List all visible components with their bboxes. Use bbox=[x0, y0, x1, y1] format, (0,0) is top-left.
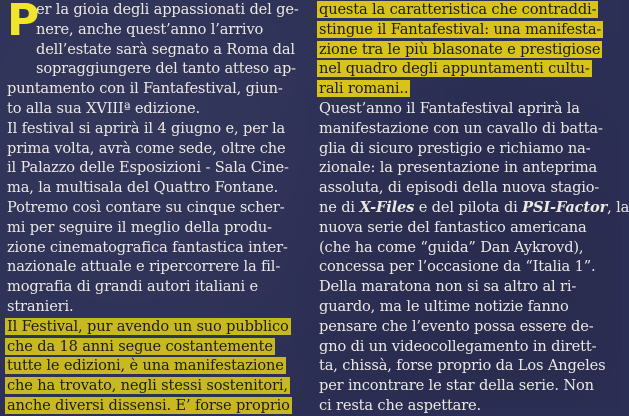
text-line: ci resta che aspettare. bbox=[319, 396, 482, 414]
highlight-text: zione tra le più blasonate e prestigiose bbox=[319, 40, 601, 58]
text-line: guardo, ma le ultime notizie fanno bbox=[319, 297, 569, 315]
highlighted-line bbox=[7, 376, 307, 396]
left-column bbox=[7, 0, 307, 416]
highlighted-line bbox=[319, 20, 619, 40]
highlighted-line bbox=[7, 356, 307, 376]
text-line: per incontrare le star della serie. Non bbox=[319, 377, 594, 395]
text-line: manifestazione con un cavallo di batta- bbox=[319, 119, 603, 137]
text-line: il Palazzo delle Esposizioni - Sala Cine- bbox=[7, 159, 289, 177]
highlight-text: tutte le edizioni, è una manifestazione bbox=[7, 357, 284, 375]
text-line: mografia di grandi autori italiani e bbox=[7, 278, 259, 296]
highlight-text: questa la caratteristica che contraddi- bbox=[319, 1, 597, 18]
highlighted-line bbox=[319, 40, 619, 60]
text-line: zione cinematografica fantastica inter- bbox=[7, 238, 288, 256]
text-line: sopraggiungere del tanto atteso ap- bbox=[36, 60, 296, 78]
text-line: to alla sua XVIIIª edizione. bbox=[7, 99, 200, 117]
show-title-psifactor: PSI-Factor bbox=[522, 198, 608, 216]
highlight-text: che ha trovato, negli stessi sostenitori, bbox=[7, 377, 288, 395]
highlight-text: Il Festival, pur avendo un suo pubblico bbox=[7, 317, 289, 335]
highlighted-line bbox=[319, 79, 619, 99]
text-line: (che ha come “guida” Dan Aykrovd), bbox=[319, 238, 584, 256]
text-line: assoluta, di episodi della nuova stagio- bbox=[319, 179, 600, 197]
highlight-text: che da 18 anni segue costantemente bbox=[7, 337, 273, 355]
highlight-text: anche diversi dissensi. E’ forse proprio bbox=[7, 396, 290, 414]
text-line: zionale: la presentazione in anteprima bbox=[319, 159, 598, 177]
text-line: nuova serie del fantastico americana bbox=[319, 218, 587, 236]
text-line: puntamento con il Fantafestival, giun- bbox=[7, 80, 283, 98]
text-line: Potremo così contare su cinque scher- bbox=[7, 198, 285, 216]
text-line: dell’estate sarà segnato a Roma dal bbox=[36, 40, 295, 58]
text-line: nazionale attuale e ripercorrere la fil- bbox=[7, 258, 281, 276]
text-fragment: , la bbox=[607, 198, 629, 216]
highlighted-line bbox=[319, 0, 619, 20]
highlight-text: rali romani.. bbox=[319, 80, 409, 98]
text-line: prima volta, avrà come sede, oltre che bbox=[7, 139, 286, 157]
text-line: Della maratona non si sa altro al ri- bbox=[319, 278, 577, 296]
text-line: glia di sicuro prestigio e richiamo na- bbox=[319, 139, 591, 157]
text-line: Il festival si aprirà il 4 giugno e, per la bbox=[7, 119, 286, 137]
highlighted-line bbox=[7, 396, 307, 416]
text-line: pensare che l’evento possa essere de- bbox=[319, 317, 594, 335]
text-fragment: ne di bbox=[319, 198, 360, 216]
highlighted-line bbox=[7, 337, 307, 357]
text-line: mi per seguire il meglio della produ- bbox=[7, 218, 272, 236]
text-line: concessa per l’occasione da “Italia 1”. bbox=[319, 258, 596, 276]
highlighted-line bbox=[319, 59, 619, 79]
drop-cap: P bbox=[7, 0, 40, 46]
highlighted-line bbox=[7, 317, 307, 337]
text-line: ta, chissà, forse proprio da Los Angeles bbox=[319, 357, 606, 375]
text-line-with-titles bbox=[319, 198, 629, 218]
text-line: nere, anche quest’anno l’arrivo bbox=[36, 20, 264, 38]
text-line: Quest’anno il Fantafestival aprirà la bbox=[319, 99, 580, 117]
show-title-xfiles: X-Files bbox=[359, 198, 415, 216]
text-line: stranieri. bbox=[7, 297, 74, 315]
text-line: er la gioia degli appassionati del ge- bbox=[36, 1, 299, 18]
highlight-text: nel quadro degli appuntamenti cultu- bbox=[319, 60, 590, 78]
text-line: ma, la multisala del Quattro Fontane. bbox=[7, 179, 279, 197]
highlight-text: stingue il Fantafestival: una manifesta- bbox=[319, 20, 602, 38]
text-fragment: e del pilota di bbox=[414, 198, 523, 216]
text-line: gno di un videocollegamento in dirett- bbox=[319, 337, 597, 355]
right-column bbox=[319, 0, 629, 416]
